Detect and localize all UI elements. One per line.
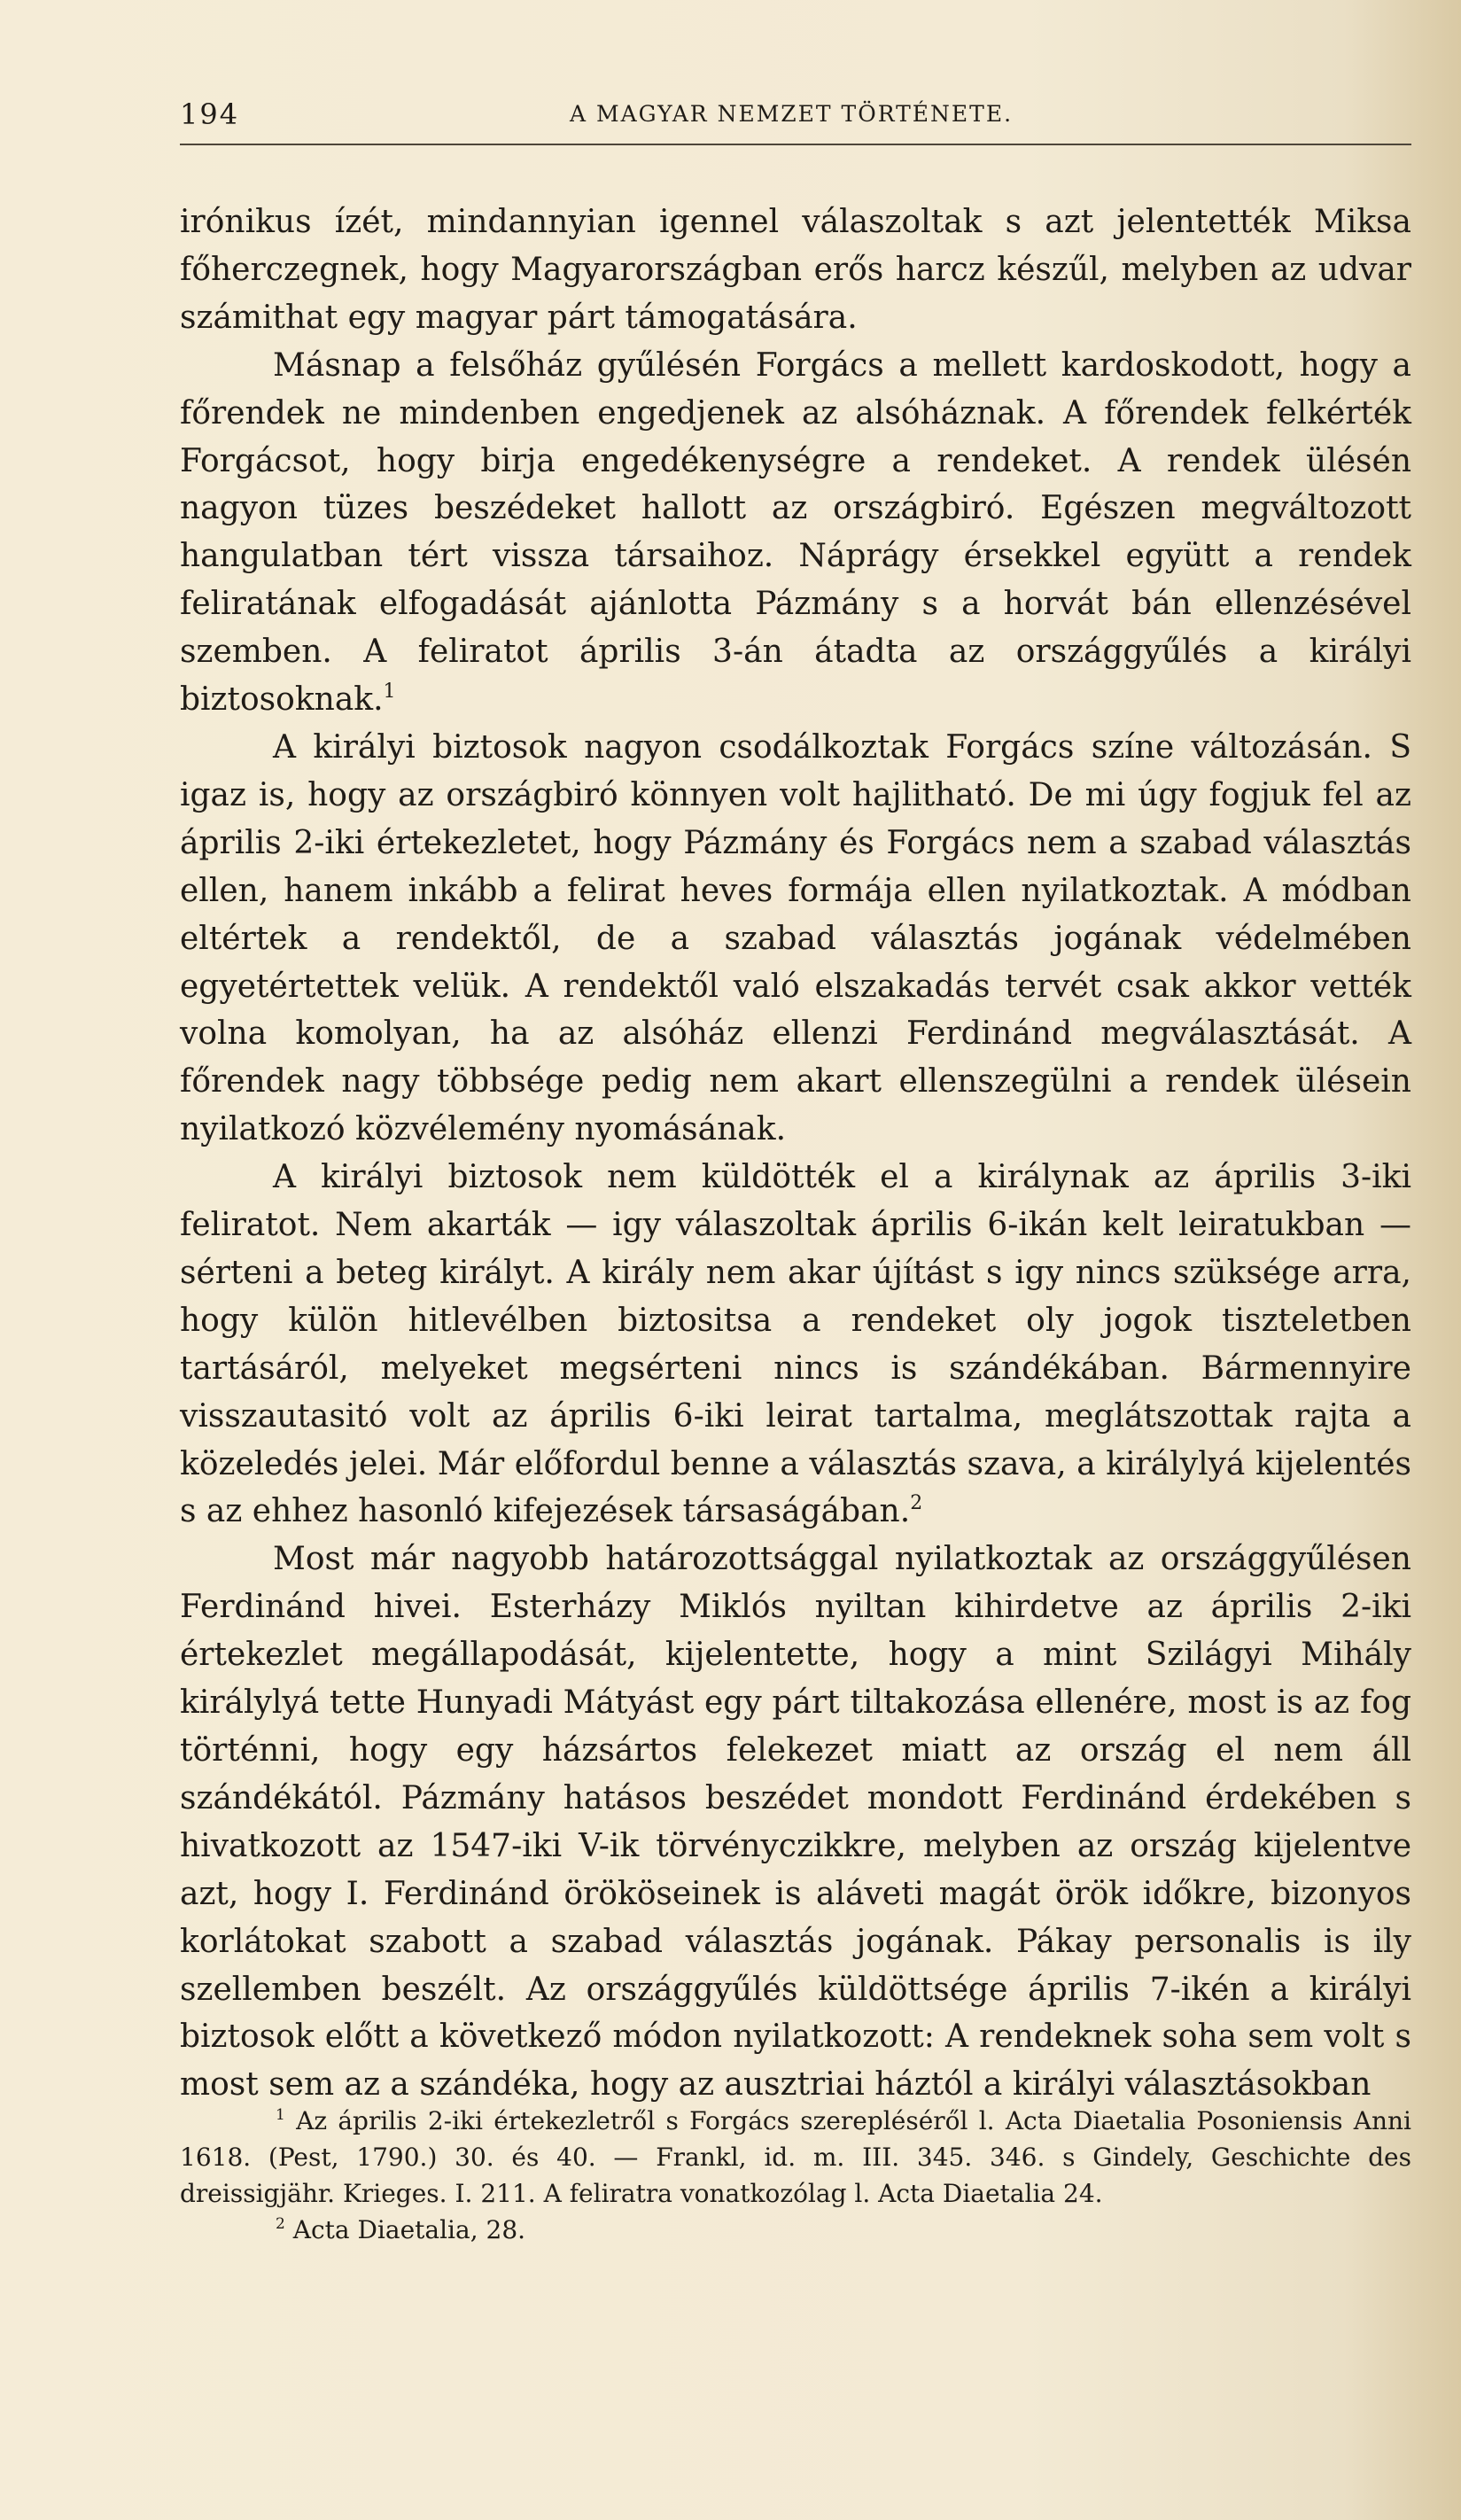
footnote xyxy=(180,2212,1411,2248)
body-paragraph xyxy=(180,1154,1411,1536)
page-header xyxy=(180,97,1411,145)
body-text xyxy=(180,198,1411,2109)
paragraph-text: Most már nagyobb határozottsággal nyilatkoztak az országgyűlésen Ferdinánd hivei. Esterházy Miklós nyiltan kihirdetve az április 2-iki értekezlet megállapodását, kijelentette, hogy a mint Szilágyi Mihály királylyá tette Hunyadi Mátyást egy párt tiltakozása ellenére, most is az fog történni, hogy egy házsártos felekezet miatt az ország el nem áll szándékától. Pázmány hatásos beszédet mondott Ferdinánd érdekében s hivatkozott az 1547-iki V-ik törvényczikkre, melyben az ország kijelentve azt, hogy I. Ferdinánd örököseinek is aláveti magát örök időkre, bizonyos korlátokat szabott a szabad választás jogának. Pákay personalis is ily szellemben beszélt. Az országgyűlés küldöttsége április 7-ikén a királyi biztosok előtt a következő módon nyilatkozott: A rendeknek soha sem volt s most sem az a szándéka, hogy az ausztriai háztól a királyi választásokban xyxy=(180,1541,1411,2104)
footnote xyxy=(180,2103,1411,2212)
body-paragraph xyxy=(180,1536,1411,2109)
paragraph-text: A királyi biztosok nem küldötték el a királynak az április 3-iki feliratot. Nem akarták — igy válaszoltak április 6-ikán kelt leiratukban — sérteni a beteg királyt. A király nem akar újítást s igy nincs szüksége arra, hogy külön hitlevélben biztositsa a rendeket oly jogok tiszteletben tartásáról, melyeket megsérteni nincs is szándékában. Bármennyire visszautasitó volt az április 6-iki leirat tartalma, meglátszottak rajta a közeledés jelei. Már előfordul benne a választás szava, a királylyá kijelentés s az ehhez hasonló kifejezések társaságában. xyxy=(180,1159,1411,1530)
paragraph-text: irónikus ízét, mindannyian igennel válaszoltak s azt jelentették Miksa főherczegnek, hogy Magyarországban erős harcz készűl, melyben az udvar számithat egy magyar párt támogatására. xyxy=(180,204,1411,336)
paragraph-text: A királyi biztosok nagyon csodálkoztak Forgács színe változásán. S igaz is, hogy az országbiró könnyen volt hajlitható. De mi úgy fogjuk fel az április 2-iki értekezletet, hogy Pázmány és Forgács nem a szabad választás ellen, hanem inkább a felirat heves formája ellen nyilatkoztak. A módban eltértek a rendektől, de a szabad választás jogának védelmében egyetértettek velük. A rendektől való elszakadás tervét csak akkor vették volna komolyan, ha az alsóház ellenzi Ferdinánd megválasztását. A főrendek nagy többsége pedig nem akart ellenszegülni a rendek ülésein nyilatkozó közvélemény nyomásának. xyxy=(180,728,1411,1148)
page-number: 194 xyxy=(180,97,240,131)
paragraph-text: Másnap a felsőház gyűlésén Forgács a mellett kardoskodott, hogy a főrendek ne mindenben engedjenek az alsóháznak. A főrendek felkérték Forgácsot, hogy birja engedékenységre a rendeket. A rendek ülésén nagyon tüzes beszédeket hallott az országbiró. Egészen megváltozott hangulatban tért vissza társaihoz. Náprágy érsekkel együtt a rendek feliratának elfogadását ajánlotta Pázmány s a horvát bán ellenzésével szemben. A feliratot április 3-án átadta az országgyűlés a királyi biztosoknak. xyxy=(180,346,1411,719)
running-title: A MAGYAR NEMZET TÖRTÉNETE. xyxy=(570,101,1014,127)
footnote-ref: 2 xyxy=(910,1492,923,1515)
footnote-text: Az április 2-iki értekezletről s Forgács szerepléséről l. Acta Diaetalia Posoniensis Anni 1618. (Pest, 1790.) 30. és 40. — Frankl, id. m. III. 345. 346. s Gindely, Geschichte des dreissigjähr. Krieges. I. 211. A feliratra vonatkozólag l. Acta Diaetalia 24. xyxy=(180,2106,1411,2208)
body-paragraph xyxy=(180,724,1411,1154)
footnote-ref: 1 xyxy=(383,681,396,704)
body-paragraph xyxy=(180,198,1411,342)
body-paragraph xyxy=(180,342,1411,724)
footnote-text: Acta Diaetalia, 28. xyxy=(292,2215,526,2244)
header-rule xyxy=(180,144,1411,145)
footnote-marker: 2 xyxy=(276,2215,285,2233)
footnotes xyxy=(180,2103,1411,2248)
footnote-marker: 1 xyxy=(276,2106,285,2124)
